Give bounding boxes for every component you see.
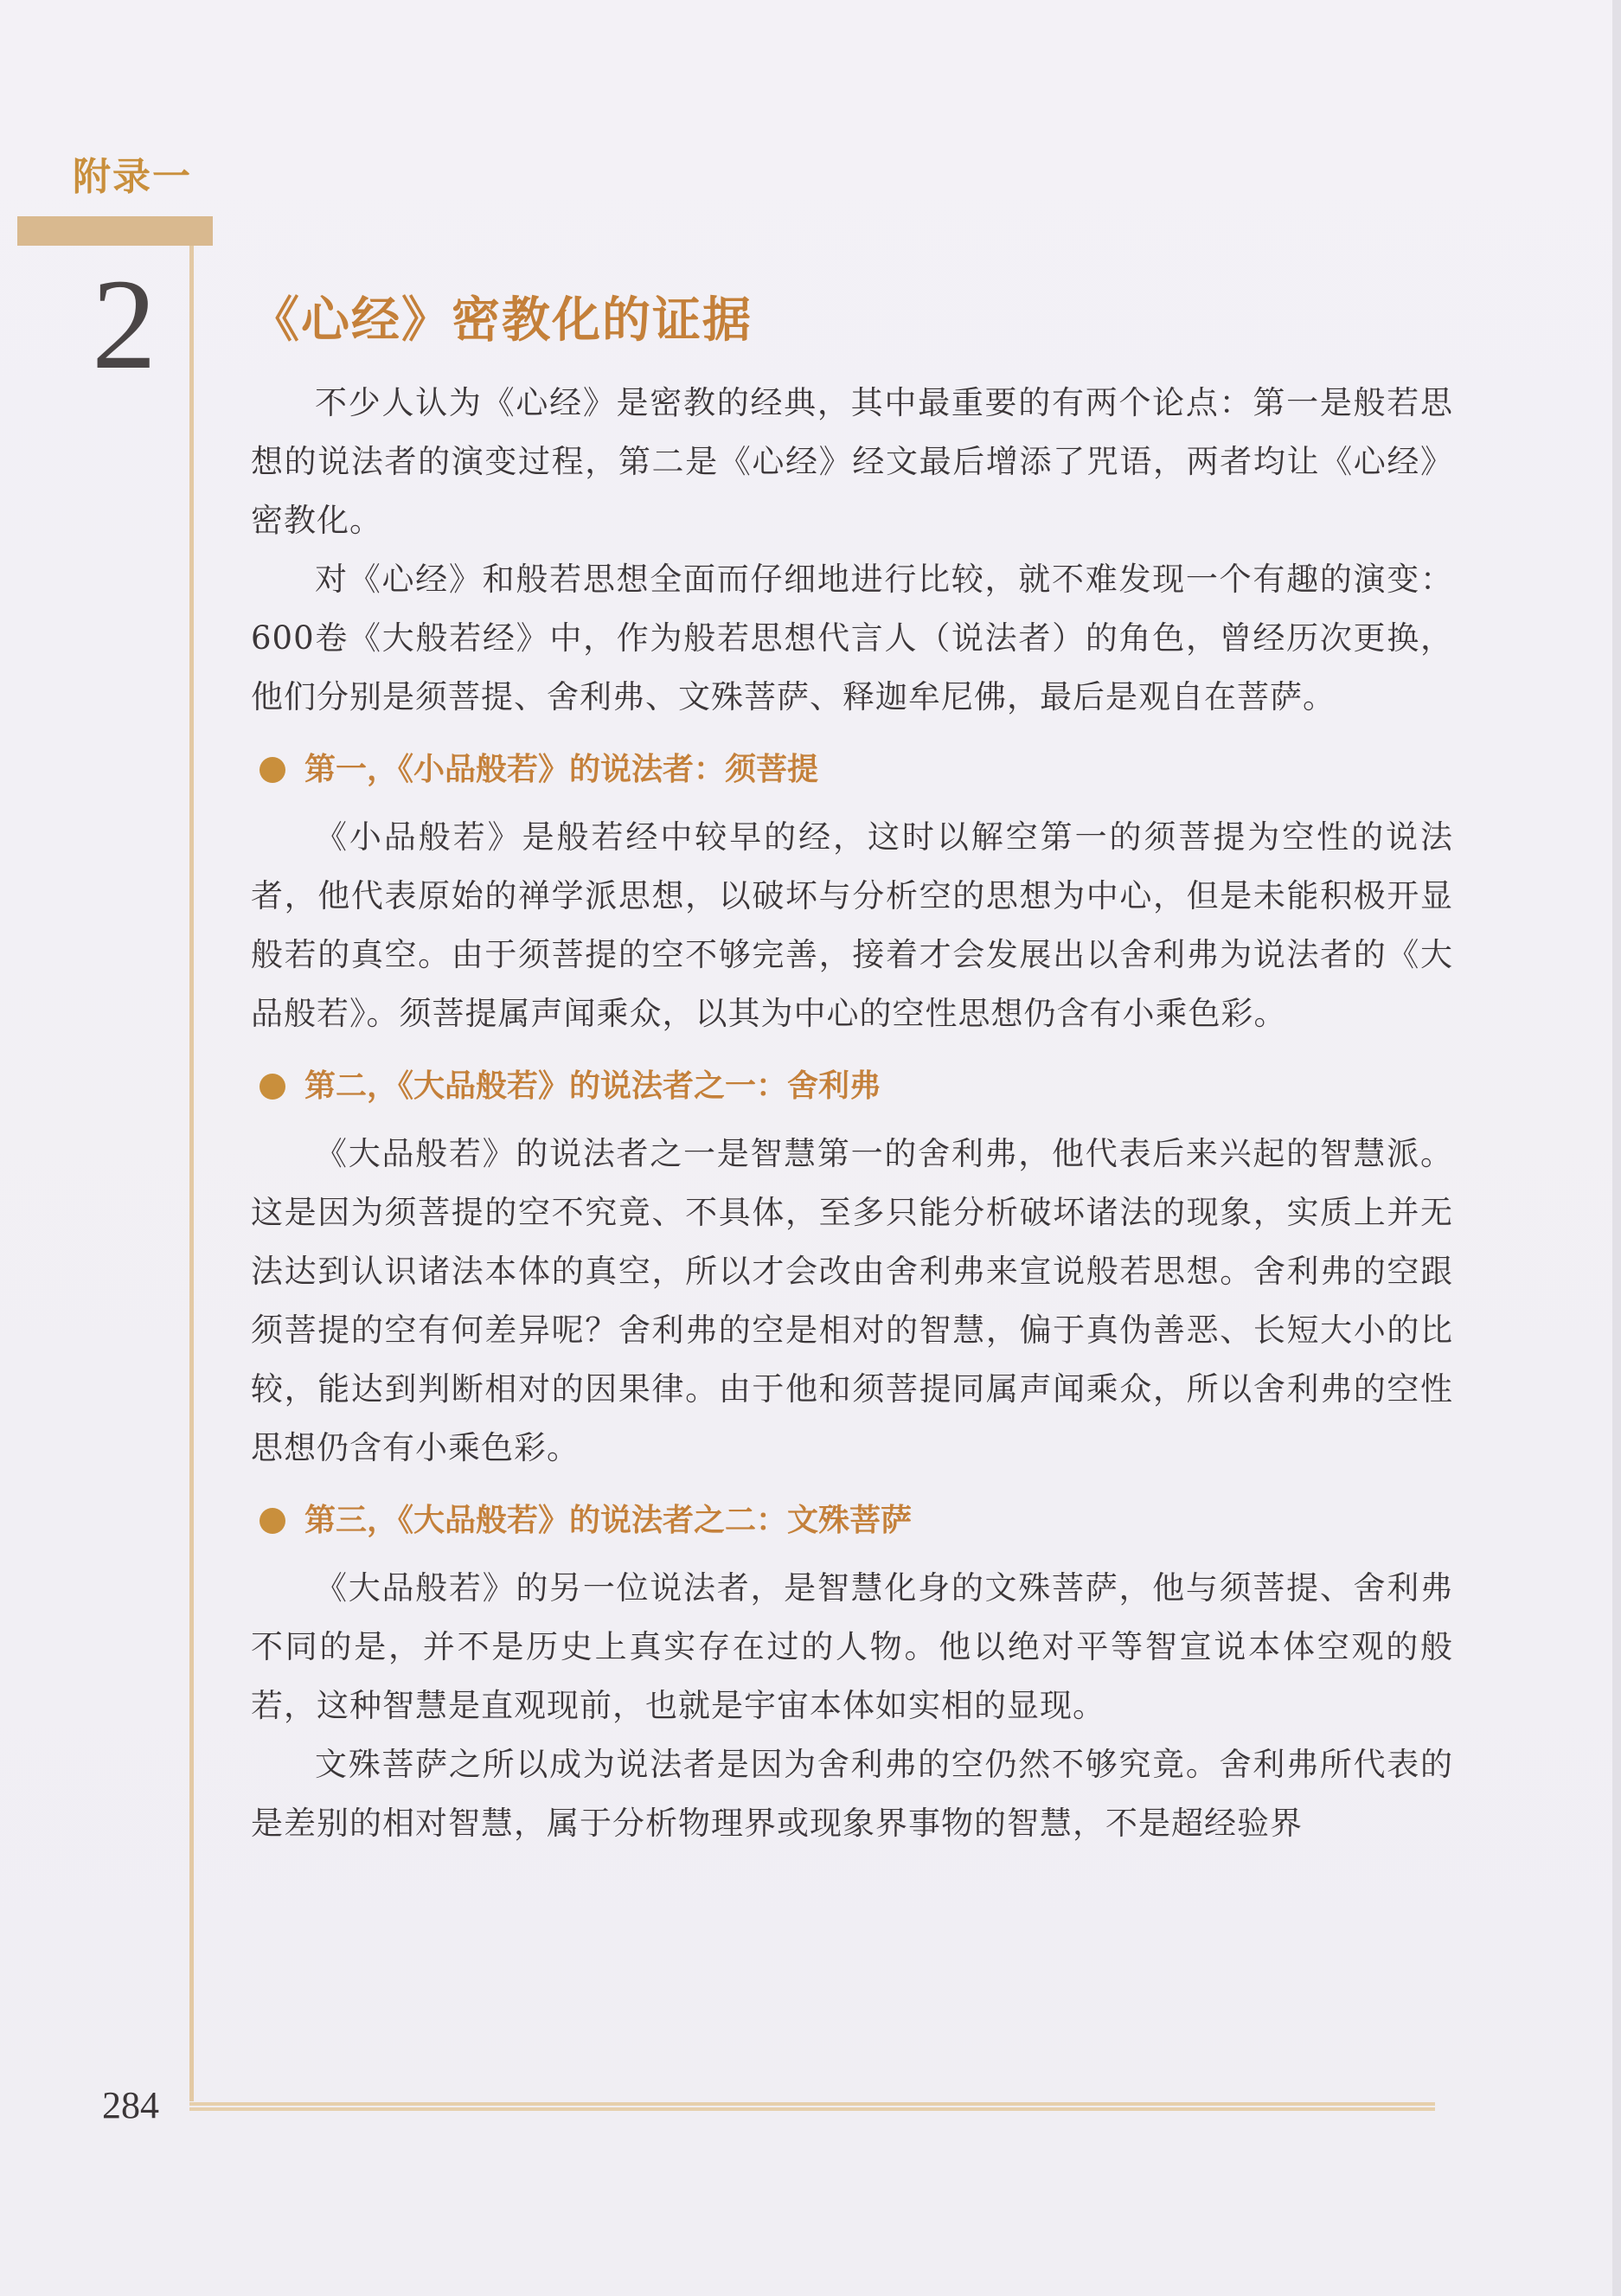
intro-paragraph: 不少人认为《心经》是密教的经典，其中最重要的有两个论点：第一是般若思想的说法者的演变过程，第二是《心经》经文最后增添了咒语，两者均让《心经》密教化。 bbox=[251, 384, 1453, 539]
section-heading bbox=[259, 744, 1453, 796]
intro-paragraph: 对《心经》和般若思想全面而仔细地进行比较，就不难发现一个有趣的演变：600卷《大般若经》中，作为般若思想代言人（说法者）的角色，曾经历次更换，他们分别是须菩提、舍利弗、文殊菩萨、释迦牟尼佛，最后是观自在菩萨。 bbox=[251, 561, 1453, 715]
section-heading bbox=[259, 1061, 1453, 1113]
bullet-icon bbox=[259, 1508, 285, 1534]
section-paragraph: 《小品般若》是般若经中较早的经，这时以解空第一的须菩提为空性的说法者，他代表原始的禅学派思想，以破坏与分析空的思想为中心，但是未能积极开显般若的真空。由于须菩提的空不够完善，接着才会发展出以舍利弗为说法者的《大品般若》。须菩提属声闻乘众，以其为中心的空性思想仍含有小乘色彩。 bbox=[251, 818, 1453, 1032]
section-paragraph: 《大品般若》的说法者之一是智慧第一的舍利弗，他代表后来兴起的智慧派。这是因为须菩提的空不究竟、不具体，至多只能分析破坏诸法的现象，实质上并无法达到认识诸法本体的真空，所以才会改由舍利弗来宣说般若思想。舍利弗的空跟须菩提的空有何差异呢？舍利弗的空是相对的智慧，偏于真伪善恶、长短大小的比较，能达到判断相对的因果律。由于他和须菩提同属声闻乘众，所以舍利弗的空性思想仍含有小乘色彩。 bbox=[251, 1135, 1453, 1466]
left-margin-rule bbox=[189, 246, 194, 2101]
footer-rule bbox=[189, 2102, 1435, 2111]
bullet-icon bbox=[259, 757, 285, 783]
chapter-number: 2 bbox=[92, 253, 157, 396]
article-title: 《心经》密教化的证据 bbox=[251, 292, 753, 349]
section-heading-text: 第一，《小品般若》的说法者：须菩提 bbox=[304, 752, 819, 787]
article-content bbox=[251, 285, 1453, 1853]
section-heading-text: 第三，《大品般若》的说法者之二：文殊菩萨 bbox=[304, 1503, 913, 1538]
page-number: 284 bbox=[102, 2084, 159, 2126]
section-paragraph: 文殊菩萨之所以成为说法者是因为舍利弗的空仍然不够究竟。舍利弗所代表的是差别的相对智慧，属于分析物理界或现象界事物的智慧，不是超经验界 bbox=[251, 1746, 1453, 1842]
appendix-label: 附录一 bbox=[73, 155, 192, 199]
section-heading bbox=[259, 1495, 1453, 1547]
section-heading-text: 第二，《大品般若》的说法者之一：舍利弗 bbox=[304, 1068, 881, 1104]
page-edge bbox=[1612, 0, 1621, 2296]
bullet-icon bbox=[259, 1074, 285, 1100]
section-paragraph: 《大品般若》的另一位说法者，是智慧化身的文殊菩萨，他与须菩提、舍利弗不同的是，并不是历史上真实存在过的人物。他以绝对平等智宣说本体空观的般若，这种智慧是直观现前，也就是宇宙本体如实相的显现。 bbox=[251, 1569, 1453, 1724]
header-bar bbox=[17, 216, 213, 246]
